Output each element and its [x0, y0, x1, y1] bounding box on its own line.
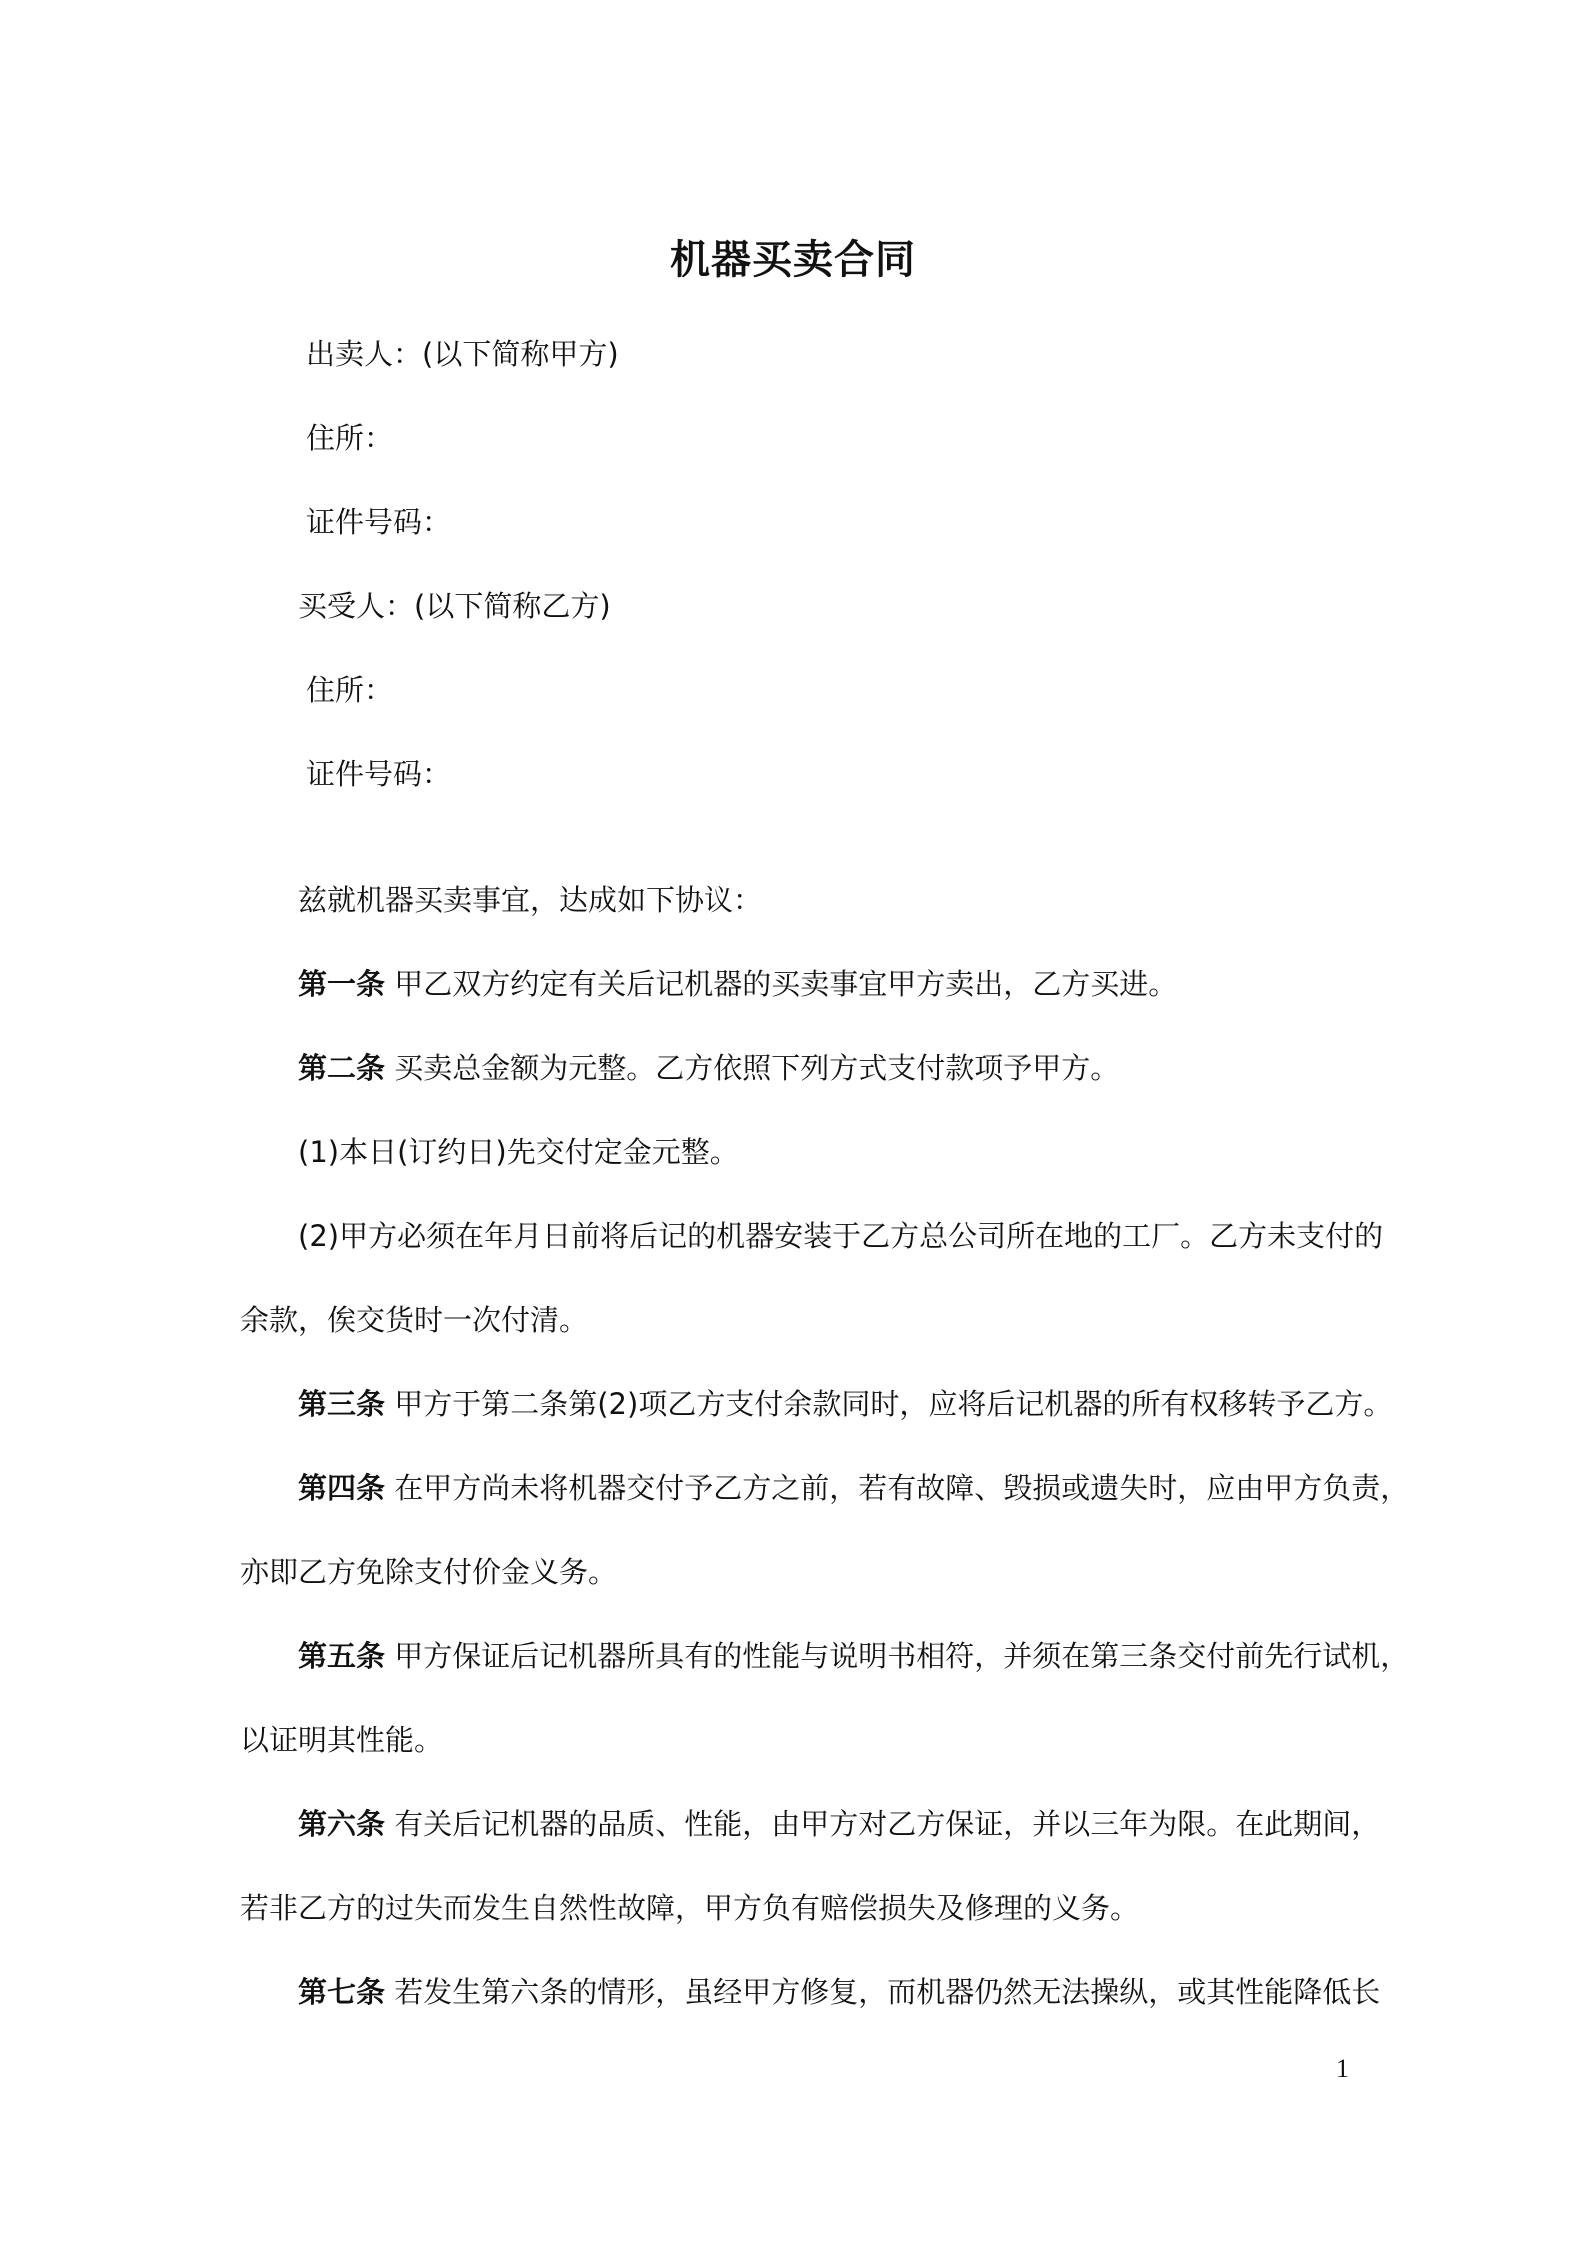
article-6-number: 第六条 [298, 1807, 386, 1841]
article-4-continuation: 亦即乙方免除支付价金义务。 [240, 1555, 618, 1589]
article-3-number: 第三条 [298, 1387, 386, 1421]
article-1 [298, 964, 1177, 1004]
page-title: 机器买卖合同 [670, 237, 916, 283]
article-7 [298, 1972, 1380, 2012]
article-5-text: 甲方保证后记机器所具有的性能与说明书相符，并须在第三条交付前先行试机， [394, 1639, 1410, 1673]
buyer-id-line: 证件号码： [306, 757, 452, 791]
article-2-item-1: (1)本日(订约日)先交付定金元整。 [298, 1135, 739, 1169]
article-5-continuation: 以证明其性能。 [240, 1723, 444, 1757]
article-2-text: 买卖总金额为元整。乙方依照下列方式支付款项予甲方。 [394, 1051, 1120, 1085]
seller-line: 出卖人：(以下简称甲方) [306, 337, 619, 371]
article-4-text: 在甲方尚未将机器交付予乙方之前，若有故障、毁损或遗失时，应由甲方负责， [394, 1471, 1410, 1505]
page-number: 1 [1336, 2054, 1349, 2083]
buyer-line: 买受人：(以下简称乙方) [298, 589, 611, 623]
article-3 [298, 1384, 1392, 1424]
article-1-number: 第一条 [298, 967, 386, 1001]
article-5-number: 第五条 [298, 1639, 386, 1673]
article-2 [298, 1048, 1119, 1088]
article-2-item-2-line-2: 余款，俟交货时一次付清。 [240, 1303, 589, 1337]
article-6-text: 有关后记机器的品质、性能，由甲方对乙方保证，并以三年为限。在此期间， [394, 1807, 1381, 1841]
article-6 [298, 1804, 1380, 1844]
seller-id-line: 证件号码： [306, 505, 452, 539]
article-4 [298, 1468, 1409, 1508]
article-6-continuation: 若非乙方的过失而发生自然性故障，甲方负有赔偿损失及修理的义务。 [240, 1891, 1140, 1925]
preamble: 兹就机器买卖事宜，达成如下协议： [298, 883, 763, 917]
article-5 [298, 1636, 1409, 1676]
article-3-text: 甲方于第二条第(2)项乙方支付余款同时，应将后记机器的所有权移转予乙方。 [394, 1387, 1393, 1421]
article-2-number: 第二条 [298, 1051, 386, 1085]
article-1-text: 甲乙双方约定有关后记机器的买卖事宜甲方卖出，乙方买进。 [394, 967, 1178, 1001]
seller-address-line: 住所： [306, 421, 394, 455]
article-7-number: 第七条 [298, 1975, 386, 2009]
buyer-address-line: 住所： [306, 673, 394, 707]
article-7-text: 若发生第六条的情形，虽经甲方修复，而机器仍然无法操纵，或其性能降低长 [394, 1975, 1381, 2009]
article-2-item-2-line-1: (2)甲方必须在年月日前将后记的机器安装于乙方总公司所在地的工厂。乙方未支付的 [298, 1219, 1384, 1253]
article-4-number: 第四条 [298, 1471, 386, 1505]
